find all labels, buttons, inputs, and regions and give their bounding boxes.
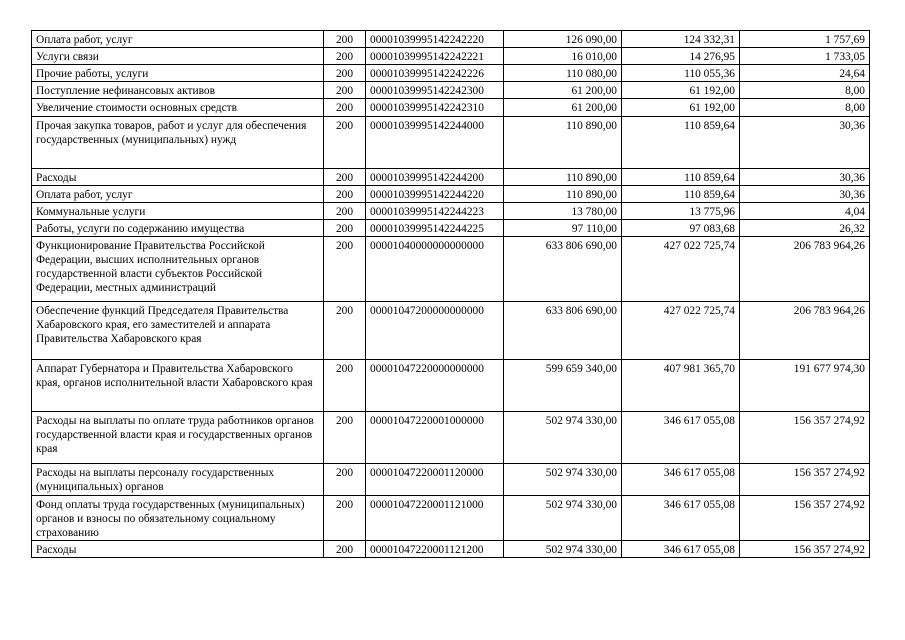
row-executed-cell: 124 332,31 <box>622 31 740 48</box>
row-kbk-cell: 00001039995142244225 <box>366 220 504 237</box>
table-row <box>32 31 870 48</box>
row-name-cell: Аппарат Губернатора и Правительства Хабаровского края, органов исполнительной власти Хабаровского края <box>32 360 324 412</box>
row-name-cell: Расходы <box>32 169 324 186</box>
row-kbk-cell: 00001047220001120000 <box>366 464 504 496</box>
row-unexecuted-cell: 156 357 274,92 <box>740 412 870 464</box>
row-unexecuted-cell: 8,00 <box>740 82 870 99</box>
row-kbk-cell: 00001039995142242300 <box>366 82 504 99</box>
row-name-cell: Обеспечение функций Председателя Правительства Хабаровского края, его заместителей и аппарата Правительства Хабаровского края <box>32 302 324 360</box>
row-approved-cell: 502 974 330,00 <box>504 464 622 496</box>
row-executed-cell: 14 276,95 <box>622 48 740 65</box>
row-code-cell: 200 <box>324 169 366 186</box>
row-executed-cell: 110 859,64 <box>622 169 740 186</box>
row-approved-cell: 61 200,00 <box>504 99 622 117</box>
row-kbk-cell: 00001039995142244000 <box>366 117 504 169</box>
table-body <box>32 31 870 558</box>
table-row <box>32 360 870 412</box>
row-kbk-cell: 00001047220001121200 <box>366 541 504 558</box>
row-code-cell: 200 <box>324 99 366 117</box>
row-code-cell: 200 <box>324 541 366 558</box>
row-name-cell: Увеличение стоимости основных средств <box>32 99 324 117</box>
row-name-cell: Работы, услуги по содержанию имущества <box>32 220 324 237</box>
row-executed-cell: 110 859,64 <box>622 117 740 169</box>
table-row <box>32 203 870 220</box>
row-kbk-cell: 00001047220001000000 <box>366 412 504 464</box>
row-executed-cell: 110 859,64 <box>622 186 740 203</box>
row-name-cell: Фонд оплаты труда государственных (муниципальных) органов и взносы по обязательному социальному страхованию <box>32 496 324 541</box>
row-unexecuted-cell: 30,36 <box>740 169 870 186</box>
row-name-cell: Прочие работы, услуги <box>32 65 324 82</box>
row-approved-cell: 13 780,00 <box>504 203 622 220</box>
row-kbk-cell: 00001039995142244220 <box>366 186 504 203</box>
budget-execution-table <box>31 30 870 558</box>
row-kbk-cell: 00001047220001121000 <box>366 496 504 541</box>
row-code-cell: 200 <box>324 48 366 65</box>
table-row <box>32 169 870 186</box>
table-row <box>32 82 870 99</box>
table-row <box>32 65 870 82</box>
row-approved-cell: 61 200,00 <box>504 82 622 99</box>
row-code-cell: 200 <box>324 31 366 48</box>
table-row <box>32 541 870 558</box>
table-row <box>32 220 870 237</box>
table-row <box>32 412 870 464</box>
row-executed-cell: 346 617 055,08 <box>622 412 740 464</box>
row-kbk-cell: 00001039995142242310 <box>366 99 504 117</box>
row-code-cell: 200 <box>324 496 366 541</box>
row-approved-cell: 633 806 690,00 <box>504 237 622 302</box>
row-code-cell: 200 <box>324 203 366 220</box>
row-unexecuted-cell: 156 357 274,92 <box>740 541 870 558</box>
row-approved-cell: 633 806 690,00 <box>504 302 622 360</box>
row-executed-cell: 427 022 725,74 <box>622 302 740 360</box>
table-row <box>32 99 870 117</box>
row-name-cell: Расходы на выплаты персоналу государственных (муниципальных) органов <box>32 464 324 496</box>
row-approved-cell: 110 080,00 <box>504 65 622 82</box>
row-executed-cell: 97 083,68 <box>622 220 740 237</box>
row-unexecuted-cell: 8,00 <box>740 99 870 117</box>
row-code-cell: 200 <box>324 65 366 82</box>
row-executed-cell: 13 775,96 <box>622 203 740 220</box>
row-approved-cell: 110 890,00 <box>504 186 622 203</box>
row-unexecuted-cell: 24,64 <box>740 65 870 82</box>
row-kbk-cell: 00001040000000000000 <box>366 237 504 302</box>
row-unexecuted-cell: 191 677 974,30 <box>740 360 870 412</box>
row-name-cell: Оплата работ, услуг <box>32 186 324 203</box>
row-code-cell: 200 <box>324 412 366 464</box>
row-executed-cell: 427 022 725,74 <box>622 237 740 302</box>
row-executed-cell: 110 055,36 <box>622 65 740 82</box>
row-name-cell: Функционирование Правительства Российской Федерации, высших исполнительных органов государственной власти субъектов Российской Федерации, местных администраций <box>32 237 324 302</box>
row-kbk-cell: 00001047200000000000 <box>366 302 504 360</box>
row-code-cell: 200 <box>324 117 366 169</box>
row-unexecuted-cell: 26,32 <box>740 220 870 237</box>
row-approved-cell: 16 010,00 <box>504 48 622 65</box>
row-unexecuted-cell: 4,04 <box>740 203 870 220</box>
row-kbk-cell: 00001039995142242226 <box>366 65 504 82</box>
row-kbk-cell: 00001039995142244223 <box>366 203 504 220</box>
row-executed-cell: 61 192,00 <box>622 99 740 117</box>
row-code-cell: 200 <box>324 186 366 203</box>
table-row <box>32 496 870 541</box>
row-unexecuted-cell: 206 783 964,26 <box>740 237 870 302</box>
row-name-cell: Оплата работ, услуг <box>32 31 324 48</box>
row-approved-cell: 110 890,00 <box>504 169 622 186</box>
row-code-cell: 200 <box>324 464 366 496</box>
row-unexecuted-cell: 156 357 274,92 <box>740 464 870 496</box>
row-kbk-cell: 00001039995142242220 <box>366 31 504 48</box>
row-approved-cell: 110 890,00 <box>504 117 622 169</box>
table-row <box>32 237 870 302</box>
table-row <box>32 302 870 360</box>
row-name-cell: Прочая закупка товаров, работ и услуг для обеспечения государственных (муниципальных) нужд <box>32 117 324 169</box>
row-unexecuted-cell: 206 783 964,26 <box>740 302 870 360</box>
table-row <box>32 48 870 65</box>
row-approved-cell: 126 090,00 <box>504 31 622 48</box>
row-name-cell: Расходы <box>32 541 324 558</box>
row-code-cell: 200 <box>324 237 366 302</box>
row-executed-cell: 346 617 055,08 <box>622 464 740 496</box>
row-code-cell: 200 <box>324 360 366 412</box>
row-name-cell: Коммунальные услуги <box>32 203 324 220</box>
row-approved-cell: 97 110,00 <box>504 220 622 237</box>
row-name-cell: Расходы на выплаты по оплате труда работников органов государственной власти края и государственных органов края <box>32 412 324 464</box>
row-kbk-cell: 00001047220000000000 <box>366 360 504 412</box>
row-approved-cell: 502 974 330,00 <box>504 412 622 464</box>
row-kbk-cell: 00001039995142242221 <box>366 48 504 65</box>
row-unexecuted-cell: 156 357 274,92 <box>740 496 870 541</box>
row-approved-cell: 502 974 330,00 <box>504 496 622 541</box>
row-kbk-cell: 00001039995142244200 <box>366 169 504 186</box>
row-unexecuted-cell: 1 733,05 <box>740 48 870 65</box>
row-approved-cell: 599 659 340,00 <box>504 360 622 412</box>
row-code-cell: 200 <box>324 302 366 360</box>
row-approved-cell: 502 974 330,00 <box>504 541 622 558</box>
row-unexecuted-cell: 1 757,69 <box>740 31 870 48</box>
table-row <box>32 117 870 169</box>
row-name-cell: Поступление нефинансовых активов <box>32 82 324 99</box>
row-code-cell: 200 <box>324 220 366 237</box>
row-unexecuted-cell: 30,36 <box>740 117 870 169</box>
row-executed-cell: 407 981 365,70 <box>622 360 740 412</box>
row-executed-cell: 346 617 055,08 <box>622 541 740 558</box>
table-row <box>32 186 870 203</box>
row-executed-cell: 346 617 055,08 <box>622 496 740 541</box>
row-name-cell: Услуги связи <box>32 48 324 65</box>
table-row <box>32 464 870 496</box>
row-code-cell: 200 <box>324 82 366 99</box>
row-unexecuted-cell: 30,36 <box>740 186 870 203</box>
row-executed-cell: 61 192,00 <box>622 82 740 99</box>
